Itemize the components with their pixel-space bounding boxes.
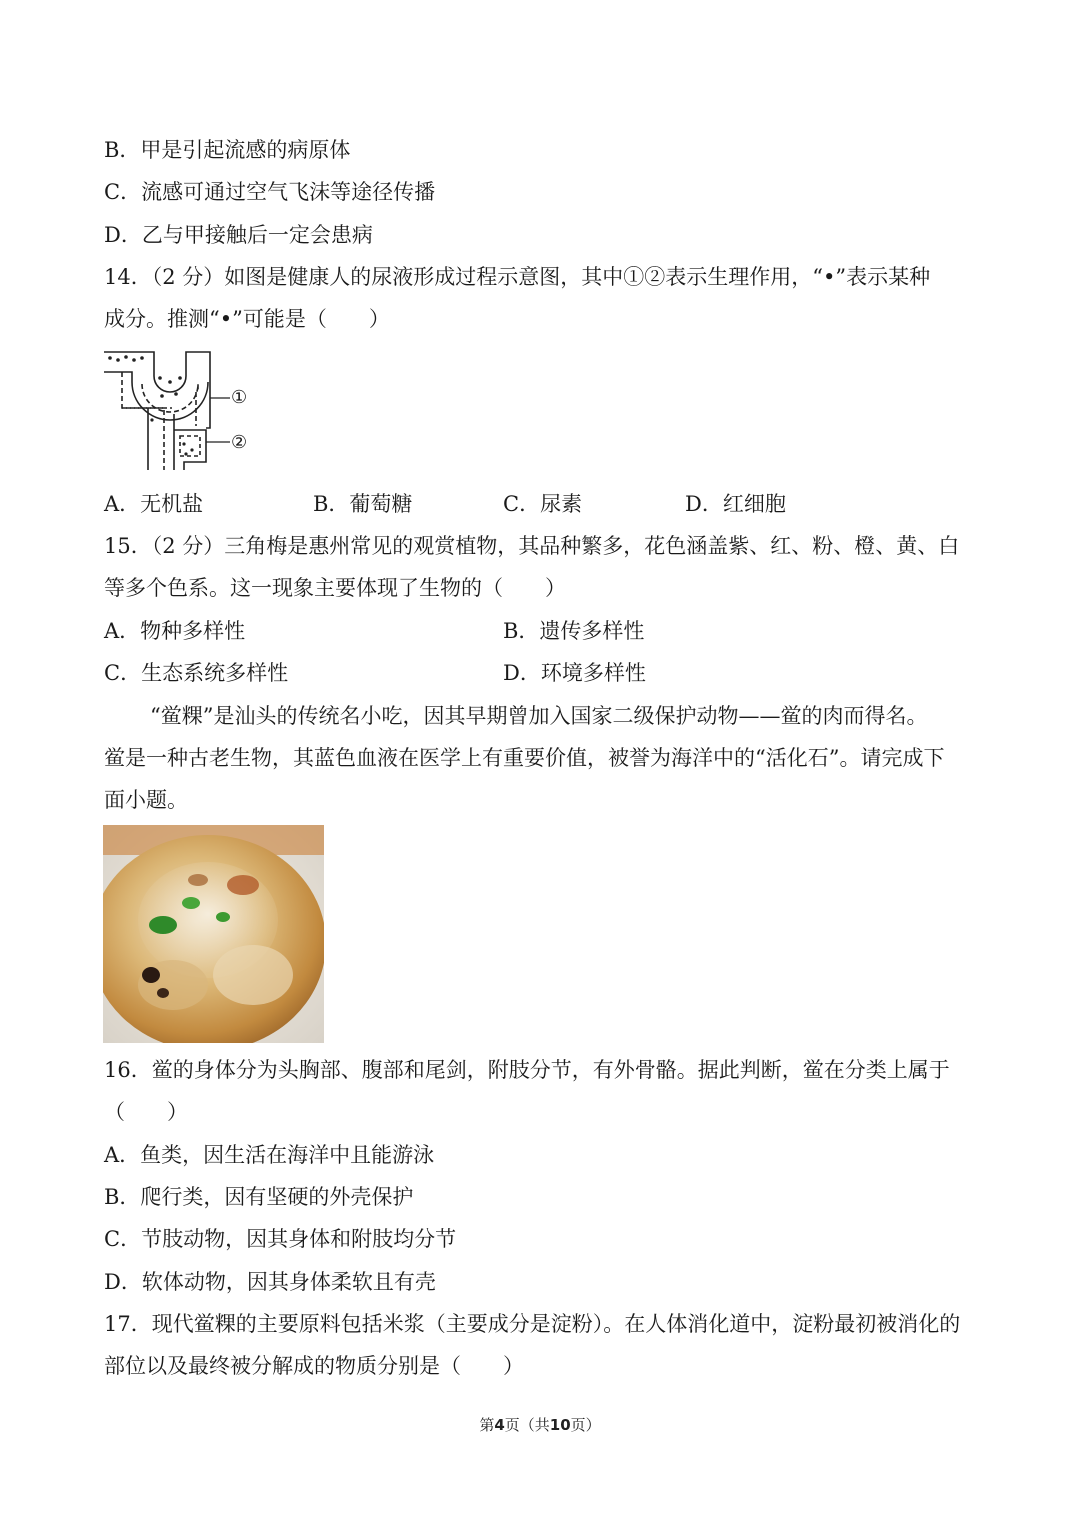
q14-stem-line-2: 成分。推测“•”可能是（ ） [104,307,390,331]
passage-line-1: “鲎粿”是汕头的传统名小吃，因其早期曾加入国家二级保护动物——鲎的肉而得名。 [150,704,928,728]
q15-option-a: A．物种多样性 [104,619,246,643]
q15-option-b: B．遗传多样性 [503,619,645,643]
q16-option-b: B．爬行类，因有坚硬的外壳保护 [104,1185,414,1209]
q16-option-a: A．鱼类，因生活在海洋中且能游泳 [104,1143,435,1167]
q16-stem-line-1: 16．鲎的身体分为头胸部、腹部和尾剑，附肢分节，有外骨骼。据此判断，鲎在分类上属于 [104,1058,950,1082]
passage-line-2: 鲎是一种古老生物，其蓝色血液在医学上有重要价值，被誉为海洋中的“活化石”。请完成下 [104,746,945,770]
q15-option-d: D．环境多样性 [503,661,646,685]
q14-stem-line-1: 14．（2 分）如图是健康人的尿液形成过程示意图，其中①②表示生理作用，“•”表示某种 [104,265,931,289]
footer-total-pages: 10 [549,1416,571,1434]
q14-option-c: C．尿素 [503,492,583,516]
q16-option-d: D．软体动物，因其身体柔软且有壳 [104,1270,436,1294]
food-photo [103,825,324,1043]
q13-option-d: D．乙与甲接触后一定会患病 [104,223,373,247]
footer-prefix: 第 [479,1416,495,1434]
q14-option-d: D．红细胞 [685,492,786,516]
q14-option-b: B．葡萄糖 [313,492,413,516]
q16-stem-line-2: （ ） [104,1100,188,1124]
q15-option-c: C．生态系统多样性 [104,661,289,685]
q16-option-c: C．节肢动物，因其身体和附肢均分节 [104,1227,457,1251]
q13-option-b: B．甲是引起流感的病原体 [104,138,351,162]
diagram-label-1: ① [231,387,248,408]
diagram-label-2: ② [231,432,248,453]
q13-option-c: C．流感可通过空气飞沫等途径传播 [104,180,436,204]
q15-stem-line-1: 15．（2 分）三角梅是惠州常见的观赏植物，其品种繁多，花色涵盖紫、红、粉、橙、黄、白 [104,534,960,558]
footer-page-number: 4 [494,1416,505,1434]
q17-stem-line-2: 部位以及最终被分解成的物质分别是（ ） [104,1354,524,1378]
q14-option-a: A．无机盐 [104,492,204,516]
q17-stem-line-1: 17．现代鲎粿的主要原料包括米浆（主要成分是淀粉）。在人体消化道中，淀粉最初被消化的 [104,1312,961,1336]
footer-mid: 页（共 [504,1416,550,1434]
passage-line-3: 面小题。 [104,788,188,812]
footer-suffix: 页） [570,1416,601,1434]
page-footer [0,1414,1080,1435]
q15-stem-line-2: 等多个色系。这一现象主要体现了生物的（ ） [104,576,566,600]
